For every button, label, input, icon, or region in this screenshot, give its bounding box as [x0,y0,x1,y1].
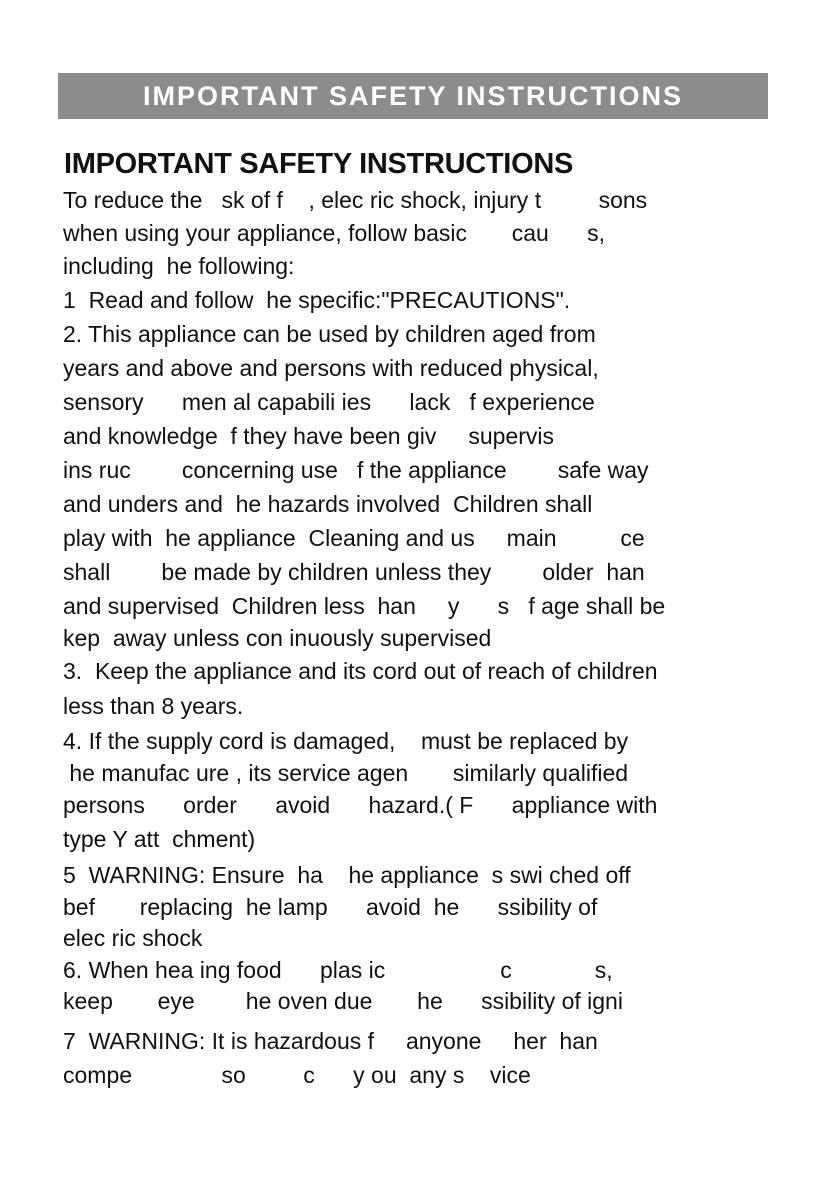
text-line: sensory men al capabili ies lack f experience [63,389,595,415]
text-line: less than 8 years. [63,693,244,719]
page-title: IMPORTANT SAFETY INSTRUCTIONS [64,148,574,180]
text-line: years and above and persons with reduced physical, [63,355,599,381]
text-line: shall be made by children unless they older han [63,559,645,585]
text-line: 4. If the supply cord is damaged, must be replaced by [63,728,629,754]
text-line: kep away unless con inuously supervised [63,625,492,651]
text-line: To reduce the sk of f , elec ric shock, injury t sons [63,187,648,213]
text-line: persons order avoid hazard.( F appliance with [63,792,658,818]
text-line: and knowledge f they have been giv supervis [63,423,554,449]
text-line: compe so c y ou any s vice [63,1062,531,1088]
text-line: 5 WARNING: Ensure ha he appliance s swi ched off [63,862,631,888]
text-line: keep eye he oven due he ssibility of igni [63,988,623,1014]
text-line: 1 Read and follow he specific:"PRECAUTIONS". [63,287,571,313]
text-line: play with he appliance Cleaning and us main ce [63,525,645,551]
text-line: including he following: [63,253,295,279]
text-line: and supervised Children less han y s f age shall be [63,593,666,619]
banner-title: IMPORTANT SAFETY INSTRUCTIONS [142,80,683,111]
text-line: bef replacing he lamp avoid he ssibility of [63,894,598,920]
text-line: type Y att chment) [63,826,256,852]
text-line: elec ric shock [63,925,203,951]
section-banner [58,73,768,119]
text-line: 2. This appliance can be used by children aged from [63,321,596,347]
text-line: and unders and he hazards involved Children shall [63,491,593,517]
text-line: he manufac ure , its service agen similarly qualified [63,760,629,786]
text-line: ins ruc concerning use f the appliance safe way [63,457,649,483]
text-line: 7 WARNING: It is hazardous f anyone her han [63,1028,598,1054]
text-line: 6. When hea ing food plas ic c s, [63,957,613,983]
text-line: 3. Keep the appliance and its cord out of reach of children [63,658,658,684]
text-line: when using your appliance, follow basic cau s, [63,220,606,246]
